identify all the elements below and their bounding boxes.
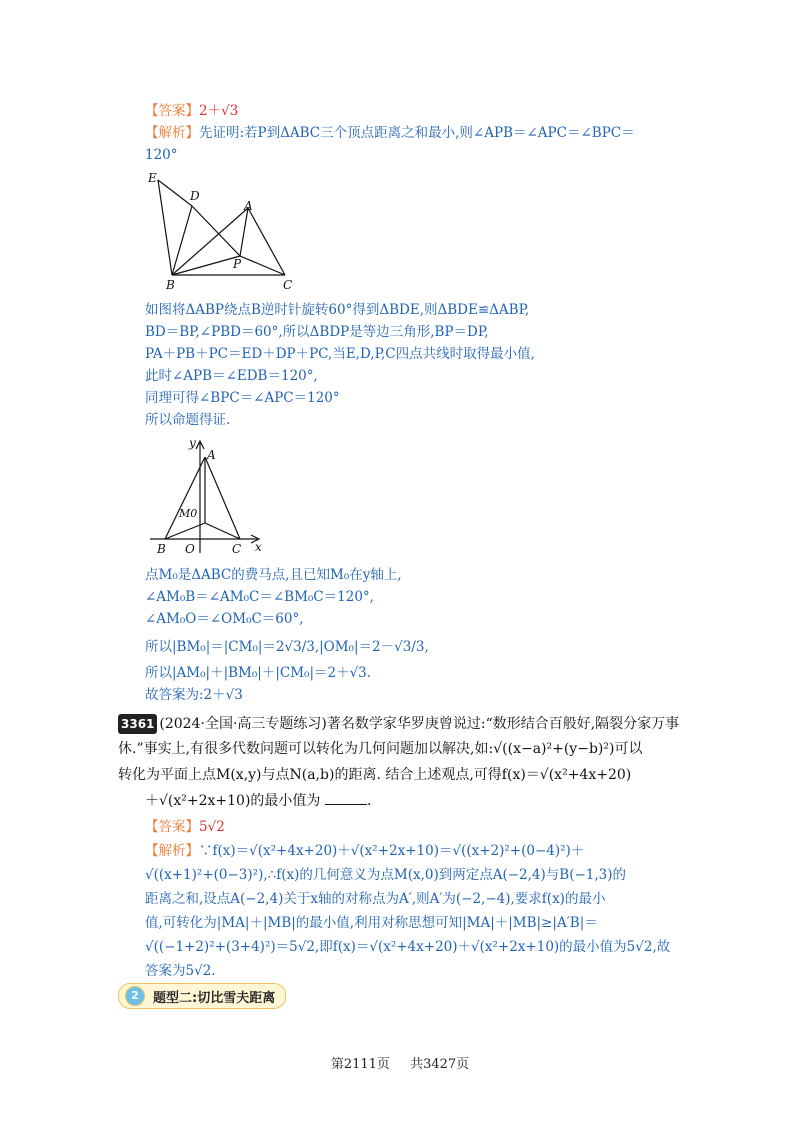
fermat-figure bbox=[145, 435, 275, 560]
label-e: E bbox=[148, 171, 157, 185]
answer-value: 2＋√3 bbox=[199, 103, 239, 119]
label-p: P bbox=[233, 257, 242, 271]
page-number: 第2111页 bbox=[330, 1057, 390, 1072]
analysis-line: √((x+1)²+(0−3)²),∴f(x)的几何意义为点M(x,0)到两定点A(−2,4)与B(−1,3)的 bbox=[145, 867, 627, 883]
answer-tag: 【答案】 bbox=[145, 103, 199, 119]
question-number: 3361 bbox=[118, 714, 157, 734]
answer-value: 5√2 bbox=[199, 819, 225, 835]
label-y: y bbox=[189, 436, 196, 450]
label-b: B bbox=[166, 278, 175, 292]
label-o: O bbox=[185, 542, 195, 556]
fermat-line: 所以|AM₀|＋|BM₀|＋|CM₀|＝2＋√3. bbox=[145, 665, 372, 681]
question-text: ＋√(x²+2x+10)的最小值为 bbox=[145, 793, 321, 809]
label-a: A bbox=[207, 448, 216, 462]
analysis-text: 先证明:若P到ΔABC三个顶点距离之和最小,则∠APB＝∠APC＝∠BPC＝ bbox=[199, 125, 635, 141]
analysis-line: 答案为5√2. bbox=[145, 963, 216, 979]
question-text: . bbox=[366, 793, 372, 809]
fermat-line: 故答案为:2＋√3 bbox=[145, 687, 243, 703]
analysis-line: 距离之和,设点A(−2,4)关于x轴的对称点为A′,则A′为(−2,−4),要求f(x)的最小 bbox=[145, 891, 606, 907]
analysis-text: ∵f(x)＝√(x²+4x+20)＋√(x²+2x+10)＝√((x+2)²+(0−4)²)＋ bbox=[199, 843, 585, 859]
answer-blank bbox=[325, 792, 367, 805]
question-line-3: 转化为平面上点M(x,y)与点N(a,b)的距离. 结合上述观点,可得f(x)＝√(x²+4x+20) bbox=[118, 767, 632, 783]
proof-line: BD＝BP,∠PBD＝60°,所以ΔBDP是等边三角形,BP＝DP, bbox=[145, 324, 489, 340]
section-title: 题型二:切比雪夫距离 bbox=[153, 990, 276, 1006]
label-c: C bbox=[232, 542, 242, 556]
label-a: A bbox=[244, 199, 253, 213]
question-line-4 bbox=[145, 792, 371, 810]
label-b: B bbox=[157, 542, 166, 556]
label-m0: M0 bbox=[179, 507, 198, 520]
fermat-line: 点M₀是ΔABC的费马点,且已知M₀在y轴上, bbox=[145, 567, 402, 583]
analysis-tag: 【解析】 bbox=[145, 125, 199, 141]
proof-line: 同理可得∠BPC＝∠APC＝120° bbox=[145, 390, 340, 406]
proof-line: 所以命题得证. bbox=[145, 412, 231, 428]
fermat-line: ∠AM₀O＝∠OM₀C＝60°, bbox=[145, 611, 304, 627]
section-number-badge: 2 bbox=[125, 986, 145, 1006]
fermat-line: ∠AM₀B＝∠AM₀C＝∠BM₀C＝120°, bbox=[145, 589, 374, 605]
section-header bbox=[118, 983, 286, 1009]
answer-line bbox=[145, 102, 238, 120]
page-footer bbox=[0, 1053, 800, 1072]
label-c: C bbox=[283, 278, 293, 292]
analysis-line bbox=[145, 842, 584, 860]
rotation-figure bbox=[140, 168, 310, 293]
analysis-line: √((−1+2)²+(3+4)²)＝5√2,即f(x)＝√(x²+4x+20)＋√(x²+2x+10)的最小值为5√2,故 bbox=[145, 939, 671, 955]
page-total: 共3427页 bbox=[410, 1057, 470, 1072]
question-line-2: 休.”事实上,有很多代数问题可以转化为几何问题加以解决,如:√((x−a)²+(y−b)²)可以 bbox=[118, 741, 643, 757]
answer-line bbox=[145, 818, 225, 836]
analysis-line: 值,可转化为|MA|＋|MB|的最小值,利用对称思想可知|MA|＋|MB|≥|A′B|＝ bbox=[145, 915, 598, 931]
label-x: x bbox=[255, 540, 262, 554]
analysis-tag: 【解析】 bbox=[145, 843, 199, 859]
analysis-line-1 bbox=[145, 124, 635, 142]
proof-line: 如图将ΔABP绕点B逆时针旋转60°得到ΔBDE,则ΔBDE≌ΔABP, bbox=[145, 302, 530, 318]
answer-tag: 【答案】 bbox=[145, 819, 199, 835]
analysis-line-2: 120° bbox=[145, 147, 178, 163]
fermat-line: 所以|BM₀|＝|CM₀|＝2√3/3,|OM₀|＝2－√3/3, bbox=[145, 639, 429, 655]
question-line-1 bbox=[118, 714, 679, 734]
question-text: (2024·全国·高三专题练习)著名数学家华罗庚曾说过:“数形结合百般好,隔裂分家万事 bbox=[159, 716, 680, 732]
label-d: D bbox=[190, 189, 200, 203]
proof-line: PA＋PB＋PC＝ED＋DP＋PC,当E,D,P,C四点共线时取得最小值, bbox=[145, 346, 535, 362]
proof-line: 此时∠APB＝∠EDB＝120°, bbox=[145, 368, 318, 384]
